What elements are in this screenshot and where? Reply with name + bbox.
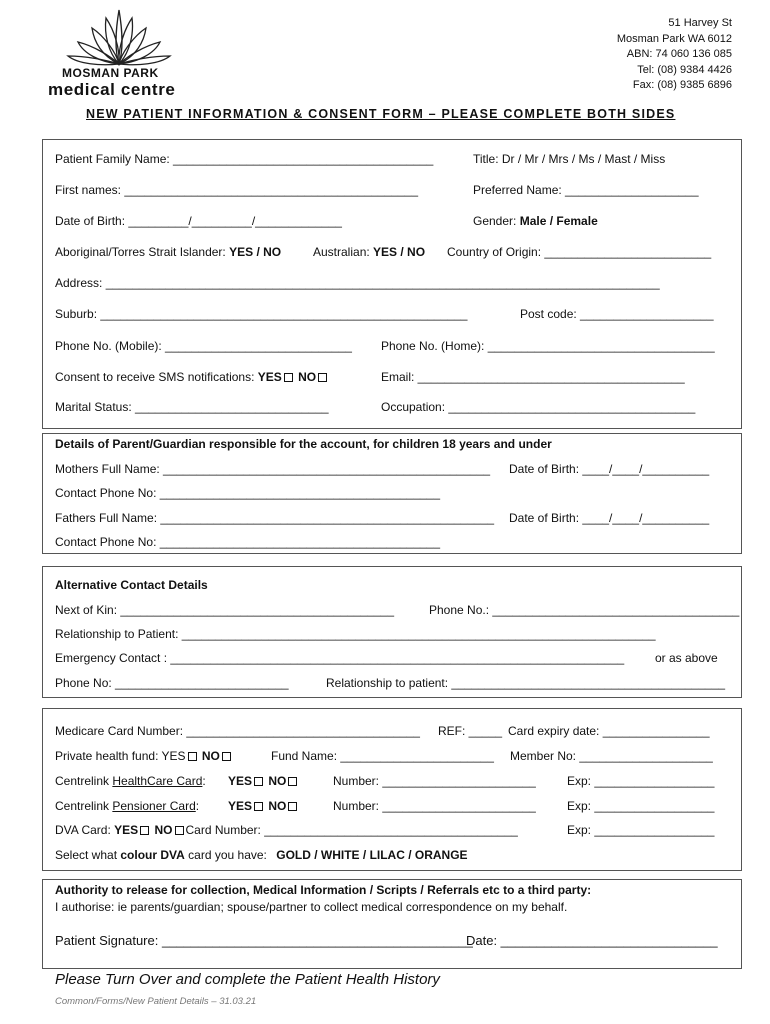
next-of-kin-field[interactable]: Next of Kin: _________________________________________ xyxy=(55,603,394,617)
preferred-name-field[interactable]: Preferred Name: ____________________ xyxy=(473,183,699,197)
form-reference: Common/Forms/New Patient Details – 31.03.21 xyxy=(55,996,257,1007)
australian-field[interactable] xyxy=(313,245,425,259)
clinic-address xyxy=(617,16,732,94)
hc-yes-checkbox[interactable] xyxy=(254,777,263,786)
dva-card-field xyxy=(55,823,518,837)
atsi-label: Aboriginal/Torres Strait Islander: xyxy=(55,245,226,259)
relationship-field[interactable]: Relationship to Patient: _______________________________________________________________________ xyxy=(55,627,656,641)
guardian-heading: Details of Parent/Guardian responsible for the account, for children 18 years and under xyxy=(55,437,552,451)
colour-text-pre: Select what xyxy=(55,848,121,862)
email-field[interactable]: Email: ________________________________________ xyxy=(381,370,685,384)
healthcare-card-label xyxy=(55,774,206,788)
pen-no-label: NO xyxy=(268,799,287,813)
emergency-relationship-field[interactable]: Relationship to patient: _________________________________________ xyxy=(326,676,726,690)
address-line: Tel: (08) 9384 4426 xyxy=(637,63,732,76)
country-field[interactable]: Country of Origin: _________________________ xyxy=(447,245,712,259)
family-name-field[interactable]: Patient Family Name: _______________________________________ xyxy=(55,152,434,166)
atsi-options[interactable]: YES / NO xyxy=(229,245,282,259)
occupation-field[interactable]: Occupation: _____________________________________ xyxy=(381,400,696,414)
address-line: Mosman Park WA 6012 xyxy=(616,32,732,45)
gender-options[interactable]: Male / Female xyxy=(519,214,598,228)
dva-yes-checkbox[interactable] xyxy=(140,826,149,835)
dob-field[interactable]: Date of Birth: _________/_________/_____________ xyxy=(55,214,342,228)
address-line: Fax: (08) 9385 6896 xyxy=(632,79,732,91)
private-fund-field xyxy=(55,749,233,763)
medicare-number-field[interactable]: Medicare Card Number: ___________________________________ xyxy=(55,724,420,738)
sms-yes-checkbox[interactable] xyxy=(284,373,293,382)
gender-field[interactable] xyxy=(473,214,598,228)
marital-status-field[interactable]: Marital Status: _____________________________ xyxy=(55,400,329,414)
pen-number-field[interactable]: Number: _______________________ xyxy=(333,799,536,813)
sms-consent-field xyxy=(55,370,329,384)
mother-dob-field[interactable]: Date of Birth: ____/____/__________ xyxy=(509,462,710,476)
medicare-expiry-field[interactable]: Card expiry date: ________________ xyxy=(508,724,710,738)
dva-number-field[interactable]: Card Number: ______________________________________ xyxy=(185,823,518,837)
dva-no-checkbox[interactable] xyxy=(175,826,184,835)
pensioner-card-label xyxy=(55,799,199,813)
colour-text-post: card you have: xyxy=(184,848,267,862)
date-field[interactable]: Date: ______________________________ xyxy=(466,933,718,948)
logo-name: MOSMAN PARK xyxy=(62,66,159,80)
centrelink-text: Centrelink xyxy=(55,774,113,788)
pensioner-yes-no xyxy=(228,799,299,813)
address-line: ABN: 74 060 136 085 xyxy=(626,48,732,60)
address-field[interactable]: Address: ___________________________________________________________________________________ xyxy=(55,276,660,290)
father-name-field[interactable]: Fathers Full Name: __________________________________________________ xyxy=(55,511,495,525)
healthcare-yes-no xyxy=(228,774,299,788)
fund-name-field[interactable]: Fund Name: _______________________ xyxy=(271,749,494,763)
hc-no-checkbox[interactable] xyxy=(288,777,297,786)
sms-yes-label: YES xyxy=(257,370,282,384)
alternative-contact-heading: Alternative Contact Details xyxy=(55,578,208,592)
dva-exp-field[interactable]: Exp: __________________ xyxy=(567,823,715,837)
first-names-field[interactable]: First names: ____________________________________________ xyxy=(55,183,418,197)
suburb-field[interactable]: Suburb: _______________________________________________________ xyxy=(55,307,468,321)
private-fund-label: Private health fund: YES xyxy=(55,749,186,763)
pen-exp-field[interactable]: Exp: __________________ xyxy=(567,799,715,813)
medicare-ref-field[interactable]: REF: _____ xyxy=(438,724,503,738)
mother-name-field[interactable]: Mothers Full Name: _________________________________________________ xyxy=(55,462,491,476)
hc-yes-label: YES xyxy=(228,774,253,788)
postcode-field[interactable]: Post code: ____________________ xyxy=(520,307,714,321)
centrelink-text: Centrelink xyxy=(55,799,113,813)
private-yes-checkbox[interactable] xyxy=(188,752,197,761)
australian-label: Australian: xyxy=(313,245,370,259)
private-no-label: NO xyxy=(201,749,220,763)
dva-colour-options[interactable]: GOLD / WHITE / LILAC / ORANGE xyxy=(276,848,468,862)
colour-text-bold: colour DVA xyxy=(120,848,185,862)
pensioner-card-text: Pensioner Card xyxy=(112,799,196,813)
hc-no-label: NO xyxy=(268,774,287,788)
signature-field[interactable]: Patient Signature: ___________________________________________ xyxy=(55,933,473,948)
pen-no-checkbox[interactable] xyxy=(288,802,297,811)
dva-yes-label: YES xyxy=(114,823,139,837)
dva-colour-field xyxy=(55,848,468,862)
gender-label: Gender: xyxy=(473,214,517,228)
atsi-field[interactable] xyxy=(55,245,281,259)
emergency-contact-field[interactable]: Emergency Contact : ____________________________________________________________________ xyxy=(55,651,625,665)
dva-no-label: NO xyxy=(154,823,173,837)
logo-subtitle: medical centre xyxy=(48,80,176,99)
dva-label: DVA Card: xyxy=(55,823,111,837)
private-no-checkbox[interactable] xyxy=(222,752,231,761)
pen-yes-checkbox[interactable] xyxy=(254,802,263,811)
emergency-phone-field[interactable]: Phone No: __________________________ xyxy=(55,676,289,690)
sms-label: Consent to receive SMS notifications: xyxy=(55,370,255,384)
title-field[interactable]: Title: Dr / Mr / Mrs / Ms / Mast / Miss xyxy=(473,152,666,166)
mother-phone-field[interactable]: Contact Phone No: __________________________________________ xyxy=(55,486,441,500)
hc-exp-field[interactable]: Exp: __________________ xyxy=(567,774,715,788)
kin-phone-field[interactable]: Phone No.: _____________________________________ xyxy=(429,603,740,617)
mobile-field[interactable]: Phone No. (Mobile): ____________________________ xyxy=(55,339,352,353)
turn-over-note: Please Turn Over and complete the Patient Health History xyxy=(55,971,440,988)
lotus-logo-icon xyxy=(64,8,174,66)
authority-heading: Authority to release for collection, Medical Information / Scripts / Referrals etc to a third party: xyxy=(55,883,592,897)
colon: : xyxy=(202,774,206,788)
sms-no-label: NO xyxy=(298,370,317,384)
colon: : xyxy=(195,799,200,813)
pen-yes-label: YES xyxy=(228,799,253,813)
father-phone-field[interactable]: Contact Phone No: __________________________________________ xyxy=(55,535,441,549)
address-line: 51 Harvey St xyxy=(668,17,732,29)
home-phone-field[interactable]: Phone No. (Home): __________________________________ xyxy=(381,339,715,353)
australian-options[interactable]: YES / NO xyxy=(373,245,426,259)
member-number-field[interactable]: Member No: ____________________ xyxy=(510,749,713,763)
authority-text: I authorise: ie parents/guardian; spouse/partner to collect medical correspondence on my behalf. xyxy=(55,900,568,914)
form-title: NEW PATIENT INFORMATION & CONSENT FORM – PLEASE COMPLETE BOTH SIDES xyxy=(86,107,676,121)
as-above-option[interactable]: or as above xyxy=(655,651,718,665)
logo xyxy=(46,8,196,98)
healthcare-card-text: HealthCare Card xyxy=(112,774,203,788)
sms-no-checkbox[interactable] xyxy=(318,373,327,382)
father-dob-field[interactable]: Date of Birth: ____/____/__________ xyxy=(509,511,710,525)
hc-number-field[interactable]: Number: _______________________ xyxy=(333,774,536,788)
